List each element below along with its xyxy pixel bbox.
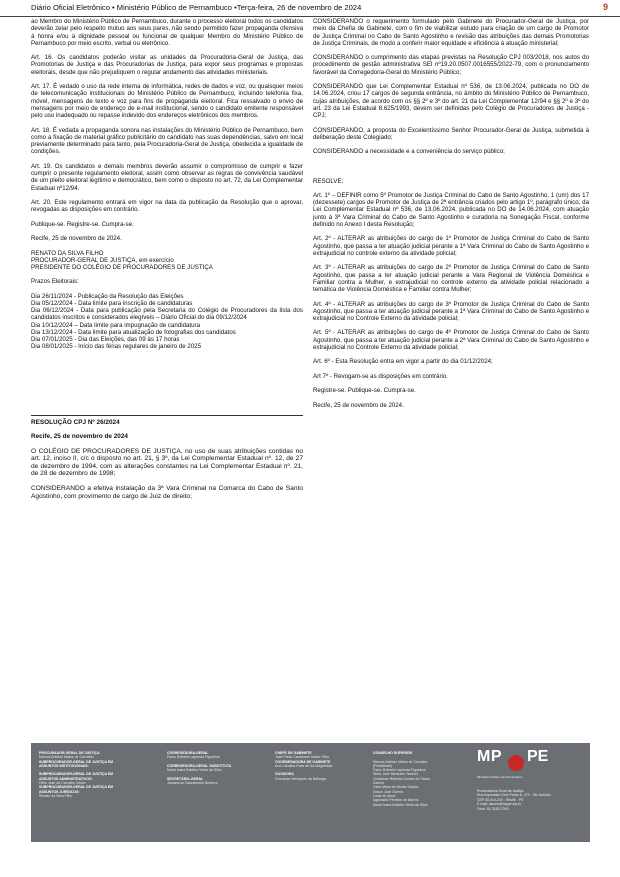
- footer-line: Maria Ivana Botelho Vieira da Silva: [167, 768, 222, 773]
- signature-block: [31, 250, 303, 272]
- footer-col-conselho: [373, 751, 430, 807]
- footer-col-pgj: [39, 751, 113, 798]
- footer-line: Maria Ivana Botelho Vieira da Silva: [373, 802, 428, 807]
- page-header: [0, 0, 620, 17]
- signature-name: RENATO DA SILVA FILHO: [31, 249, 104, 257]
- footer-line: COORDENADORA DE GABINETE: [275, 759, 331, 764]
- resolve-label: RESOLVE:: [313, 177, 344, 185]
- considerando: CONSIDERANDO o cumprimento das etapas previstas na Resolução CPJ 003/2018, nos autos do procedimento de gestão administrativa SEI nº19.20.0507.0016555/2022-79, com o pronunciamento favorável da Corregedoria-Geral do Ministério Público;: [313, 54, 589, 76]
- article-3: Art. 3º - ALTERAR as atribuições do cargo de 2º Promotor de Justiça Criminal do Cabo de Santo Agostinho, que passa a ter atuação judicial perante a Vara Regional de Violência Doméstica e Familiar contra a Mulher, e extrajudicial no controle externo da atividade policial relacionado a temática de Violência Doméstica e Familiar contra Mulher;: [313, 264, 589, 294]
- left-column: [31, 18, 303, 508]
- footer-line: PROCURADOR-GERAL DE JUSTIÇA: [39, 751, 100, 755]
- date-item: Dia 05/12/2024 - Data limite para inscrição de candidaturas: [31, 299, 193, 307]
- article-16: Art. 16. Os candidatos poderão visitar as unidades da Procuradoria-Geral de Justiça, das Promotorias de Justiça e das Procuradorias de Justiça, para expor seus programas e propostas eleitorais, desde que não prejudiquem o regular andamento das atividades ministeriais.: [31, 54, 303, 76]
- logo-subtitle: Ministério Público de Pernambuco: [477, 775, 523, 779]
- considerando: CONSIDERANDO que Lei Complementar Estadual nº 536, de 13.06.2024, publicada no DO de 14.06.2024, criou 17 cargos de segunda entrância, no âmbito do Ministério Público de Pernambuco, cujas atribuições, de acordo com os §§ 2º e 3º do art. 21 da Lei Complementar 12/94 e §§ 2º e 3º do art. 23 da Lei Estadual 8.625/1993, devem ser definidas pelo Colégio de Procuradores de Justiça - CPJ;: [313, 83, 589, 120]
- article-4: Art. 4º - ALTERAR as atribuições do cargo de 3º Promotor de Justiça Criminal do Cabo de Santo Agostinho, que passa a ter atuação judicial perante a 1ª Vara Criminal do Cabo de Santo Agostinho e extrajudicial no Controle Externo da atividade policial;: [313, 300, 589, 322]
- header-title: Diário Oficial Eletrônico • Ministério Público de Pernambuco •Terça-feira, 26 de novembro de 2024: [31, 3, 362, 12]
- logo-emblem-icon: [508, 755, 524, 771]
- footer-line: ASSUNTOS INSTITUCIONAIS:: [39, 763, 89, 768]
- footer-line: CHEFE DE GABINETE: [275, 751, 312, 755]
- section-divider: [31, 415, 303, 416]
- place-date: Recife, 25 de novembro de 2024.: [31, 235, 122, 243]
- place-date: Recife, 25 de novembro de 2024.: [313, 401, 404, 409]
- registre-line: Registre-se. Publique-se. Cumpra-se.: [313, 387, 416, 395]
- footer-line: Aguinaldo Fenelon de Barros: [373, 798, 419, 803]
- footer-line: CONSELHO SUPERIOR: [373, 751, 413, 755]
- footer-line: Silvio José Menezes Tavares: [373, 772, 419, 777]
- footer-line: (Presidente): [373, 763, 393, 768]
- page-footer: [31, 743, 590, 842]
- date-item: Dia 10/12/2024 – Data limite para impugnação de candidatura: [31, 321, 200, 329]
- article-17: Art. 17. É vedado o uso da rede interna de informática, redes de dados e voz, ou quaisquer meios de telecomunicação institucionais do Ministério Público de Pernambuco, incluindo telefonia fixa, móvel, mensagens de texto e voz para fins de propaganda eleitoral. Fica ressalvado o envio de mensagens por meio de endereço de e-mail institucional, sendo o candidato emitente responsável pelo uso inadequado ou repasse indevido dos endereços eletrônicos dos membros.: [31, 83, 303, 120]
- date-item: Dia 26/11/2024 - Publicação da Resolução das Eleições: [31, 292, 184, 300]
- footer-line: CORREGEDORA-GERAL: [167, 751, 209, 755]
- footer-line: Marcos Antônio Matos de Carvalho: [373, 759, 428, 764]
- footer-line: José Paulo Cavalcanti Xavier Filho: [275, 755, 330, 760]
- footer-line: Hélio José de Carvalho Xavier: [39, 781, 87, 786]
- footer-line: OUVIDORA: [275, 772, 294, 777]
- article-20: Art. 20. Este regulamento entrará em vigor na data da publicação da Resolução que o aprovar, revogadas as disposições em contrário.: [31, 198, 303, 214]
- considerando: CONSIDERANDO a necessidade e a conveniência do serviço público;: [313, 148, 505, 156]
- footer-line: ASSUNTOS ADMINISTRATIVOS:: [39, 776, 93, 781]
- footer-line: Renato da Silva Filho: [39, 793, 73, 798]
- resolution-body: [31, 448, 303, 501]
- paragraph: ao Membro do Ministério Público de Pernambuco, durante o processo eleitoral todos os candidatos deverão zelar pelo respeito mútuo aos seus pares, não sendo permitido fazer propaganda ofensiva à honra e/ou à dignidade pessoal ou funcional de qualquer Membro do Ministério Público de Pernambuco por meio escrito, verbal ou eletrônico.: [31, 18, 303, 47]
- article-7: Art 7º - Revogam-se as disposições em contrário.: [313, 372, 449, 380]
- date-item: Dia 13/12/2024 - Data limite para atualização de fotografias dos candidatos: [31, 328, 236, 336]
- article-1: Art. 1º – DEFINIR como 5º Promotor de Justiça Criminal do Cabo de Santo Agostinho, 1 (um) dos 17 (dezessete) cargos de Promotor de Justiça de 2ª entrância criados pelo artigo 1º, parágrafo único, da Lei Complementar Estadual nº 536, de 13.06.2024, publicada no DO de 14.06.2024, com atuação junto à 3ª Vara Criminal do Cabo de Santo Agostinho e curadoria na Sonegação Fiscal, conforme definido no Anexo I desta Resolução;: [313, 191, 589, 228]
- article-18: Art. 18. É vedada a propaganda sonora nas instalações do Ministério Público de Pernambuco, bem como a fixação de material gráfico publicitário do candidato nas suas dependências, salvo em local previamente determinado para tanto, pela Procuradoria-Geral de Justiça, obedecida a igualdade de condições.: [31, 126, 303, 156]
- footer-line: ASSUNTOS JURÍDICOS:: [39, 789, 80, 794]
- footer-line: Christiane Roberta Gomes de Farias: [373, 776, 430, 781]
- footer-col-gabinete: [275, 751, 332, 781]
- considerando: CONSIDERANDO o requerimento formulado pelo Gabinete do Procurador-Geral de Justiça, por meio da Chefia de Gabinete, com o fim de viabilizar estudo para criação de um cargo de Promotor de Justiça Criminal no Cabo de Santo Agostinho e revisão das atribuições das demais Promotorias de Justiça Criminais, de modo a conferir maior equidade e eficiência à atuação ministerial;: [313, 18, 589, 47]
- prazos-label: Prazos Eleitorais:: [31, 278, 79, 286]
- signature-role: PRESIDENTE DO COLÉGIO DE PROCURADORES DE JUSTIÇA: [31, 264, 213, 271]
- address-line: E-mail: ascom@mppe.mp.br: [477, 802, 522, 807]
- address-line: Procuradoria-Geral de Justiça: [477, 789, 524, 793]
- resolution-date: Recife, 25 de novembro de 2024: [31, 433, 128, 441]
- footer-line: Santos: [373, 781, 384, 786]
- logo-text: MP: [477, 748, 502, 765]
- footer-line: Marcos Antônio Matos de Carvalho: [39, 755, 94, 760]
- page-number: 9: [602, 2, 608, 12]
- footer-col-corregedoria: [167, 751, 231, 785]
- article-6: Art. 6º - Esta Resolução entra em vigor a partir do dia 01/12/2024;: [313, 358, 493, 366]
- footer-line: CORREGEDORA-GERAL SUBSTITUTA: [167, 763, 232, 768]
- date-item: Dia 07/01/2025 - Dia das Eleições, das 09 às 17 horas: [31, 336, 180, 344]
- date-item: Dia 08/01/2025 - Início das férias regulares de janeiro de 2025: [31, 343, 202, 351]
- article-19: Art. 19. Os candidatos e demais membros deverão assumir o compromisso de cumprir e fazer cumprir o presente regulamento eleitoral, assim como observar as regras de convivência saudável de um pleito eleitoral legítimo e democrático, bem como o disposto no art. 72, da Lei Complementar Estadual nº12/94.: [31, 162, 303, 192]
- address-line: Fone: 81 3182-7000: [477, 806, 509, 811]
- mppe-logo: [477, 748, 577, 781]
- footer-line: SUBPROCURADOR-GERAL DE JUSTIÇA EM: [39, 785, 114, 790]
- footer-line: Ana Carolina Paes de Sá Magalhães: [275, 763, 333, 768]
- footer-line: SUBPROCURADOR-GERAL DE JUSTIÇA EM: [39, 772, 114, 777]
- resolution-title: RESOLUÇÃO CPJ Nº 26/2024: [31, 418, 120, 426]
- footer-line: SECRETÁRIA-GERAL: [167, 776, 204, 781]
- logo-text: PE: [527, 748, 549, 765]
- right-column: [313, 18, 589, 416]
- article-2: Art. 2º - ALTERAR as atribuições do cargo de 1º Promotor de Justiça Criminal do Cabo de Santo Agostinho, que passa a ter atuação judicial perante a 1ª Vara Criminal do Cabo de Santo Agostinho e extrajudicial no controle externo da atividade policial;: [313, 235, 589, 257]
- footer-line: Janaína do Sacramento Bezerra: [167, 781, 218, 786]
- considerando: CONSIDERANDO a efetiva instalação da 3ª Vara Criminal na Comarca do Cabo de Santo Agostinho, com provimento de cargo de Juiz de direito;: [31, 485, 303, 500]
- date-item: Dia 06/12/2024 - Data para publicação pela Secretaria do Colégio de Procuradores da lista dos candidatos inscritos e considerados elegíveis – Diário Oficial do dia 09/12/2024: [31, 307, 303, 322]
- address-line: CEP 50.010-240 - Recife - PE: [477, 797, 524, 802]
- resolution-preamble: O COLÉGIO DE PROCURADORES DE JUSTIÇA, no uso de suas atribuições contidas no art. 12, inciso II, c/c o disposto no art. 21, § 3º, da Lei Complementar Estadual nº. 12, de 27 de dezembro de 1994, com as alterações constantes na Lei Complementar Estadual nº. 21, de 28 de dezembro de 1998;: [31, 447, 303, 478]
- footer-line: Paulo Roberto Lapenda Figueiroa: [167, 755, 220, 760]
- considerando: CONSIDERANDO, a proposta do Excelentíssimo Senhor Procurador-Geral de Justiça, submetida à deliberação deste Colegiado;: [313, 126, 589, 141]
- signature-role: PROCURADOR-GERAL DE JUSTIÇA, em exercício: [31, 256, 174, 264]
- footer-line: SUBPROCURADOR-GERAL DE JUSTIÇA EM: [39, 759, 114, 764]
- footer-line: Giani Maria do Monte Santos: [373, 785, 419, 790]
- publique-line: Publique-se. Registre-se. Cumpra-se.: [31, 220, 134, 228]
- article-5: Art. 5º - ALTERAR as atribuições do cargo de 4º Promotor de Justiça Criminal do Cabo de Santo Agostinho, que passa a ter atuação judicial perante a 2ª Vara Criminal do Cabo de Santo Agostinho e extrajudicial no Controle Externo da atividade policial;: [313, 329, 589, 351]
- election-dates: [31, 293, 303, 351]
- footer-line: Lúcia de Assis: [373, 793, 396, 798]
- address-line: Rua Imperador Dom Pedro II, 473 - Sto Antônio: [477, 793, 551, 798]
- footer-line: Fernanda Henriques da Nóbrega: [275, 776, 327, 781]
- footer-line: Paulo Roberto Lapenda Figueiroa: [373, 768, 426, 773]
- footer-address: [477, 789, 551, 811]
- footer-line: Edson José Guerra: [373, 789, 404, 794]
